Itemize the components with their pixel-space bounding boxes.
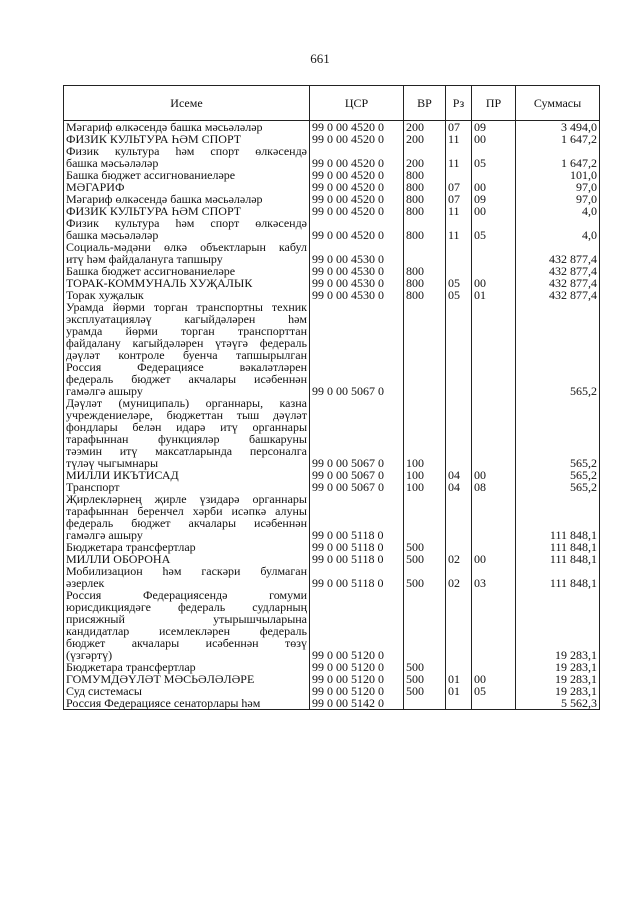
row-pr-cell: 05 xyxy=(472,145,516,169)
row-name-line: Бюджетара трансфертлар xyxy=(66,540,196,554)
row-csr-cell: 99 0 00 4520 0 xyxy=(310,181,404,193)
row-sum-cell: 565,2 xyxy=(516,481,600,493)
row-rz-cell: 04 xyxy=(446,469,472,481)
row-pr-cell: 00 xyxy=(472,133,516,145)
row-rz-cell: 02 xyxy=(446,553,472,565)
table-body xyxy=(64,121,600,710)
row-csr-cell: 99 0 00 5120 0 xyxy=(310,685,404,697)
row-vr-cell: 800 xyxy=(404,169,446,181)
row-pr-cell: 00 xyxy=(472,181,516,193)
row-name-cell xyxy=(64,241,310,265)
row-name-cell xyxy=(64,301,310,397)
row-name-line: присяжный утырышчыларына xyxy=(66,612,307,626)
row-name-line: бюджет акчалары исәбеннән төзү xyxy=(66,636,307,650)
row-sum-cell: 565,2 xyxy=(516,397,600,469)
row-csr-cell: 99 0 00 5120 0 xyxy=(310,661,404,673)
row-csr-cell: 99 0 00 5120 0 xyxy=(310,673,404,685)
row-vr-cell: 800 xyxy=(404,193,446,205)
row-name-line: юрисдикциядәге федераль судларның xyxy=(66,600,307,614)
budget-table xyxy=(63,85,600,710)
header-row xyxy=(64,86,600,121)
table-row xyxy=(64,697,600,710)
row-name-line: Дәүләт (муниципаль) органнары, казна xyxy=(66,396,307,410)
row-name-line: Россия Федерациясе вәкаләтләрен xyxy=(66,360,307,374)
row-csr-cell: 99 0 00 5118 0 xyxy=(310,565,404,589)
row-name-line: Россия Федерациясе сенаторлары һәм xyxy=(66,696,261,710)
row-sum-cell: 4,0 xyxy=(516,205,600,217)
row-pr-cell: 03 xyxy=(472,565,516,589)
row-sum-cell: 1 647,2 xyxy=(516,133,600,145)
row-name-line: тәэмин итү максатларында персоналга xyxy=(66,444,307,458)
row-name-line: (үзгәртү) xyxy=(66,648,113,662)
row-sum-cell: 565,2 xyxy=(516,301,600,397)
table-row xyxy=(64,397,600,469)
row-name-line: әзерлек xyxy=(66,576,105,590)
row-name-cell xyxy=(64,493,310,541)
row-sum-cell: 111 848,1 xyxy=(516,553,600,565)
row-rz-cell: 04 xyxy=(446,481,472,493)
row-rz-cell: 01 xyxy=(446,673,472,685)
row-name-line: Транспорт xyxy=(66,480,120,494)
row-name-line: Мобилизацион һәм гаскәри булмаган xyxy=(66,564,307,578)
row-sum-cell: 19 283,1 xyxy=(516,661,600,673)
row-name-line: Җирлекләрнең җирле үзидарә органнары xyxy=(66,492,307,506)
row-vr-cell xyxy=(404,697,446,710)
row-csr-cell: 99 0 00 4520 0 xyxy=(310,145,404,169)
row-rz-cell xyxy=(446,493,472,541)
row-rz-cell xyxy=(446,589,472,661)
row-name-line: Бюджетара трансфертлар xyxy=(66,660,196,674)
row-name-line: фондлары белән идарә итү органнары xyxy=(66,420,307,434)
row-csr-cell: 99 0 00 4520 0 xyxy=(310,133,404,145)
row-pr-cell: 00 xyxy=(472,553,516,565)
row-sum-cell: 4,0 xyxy=(516,217,600,241)
row-csr-cell: 99 0 00 5118 0 xyxy=(310,541,404,553)
row-rz-cell: 05 xyxy=(446,289,472,301)
row-sum-cell: 101,0 xyxy=(516,169,600,181)
row-name-line: Физик культура һәм спорт өлкәсендә xyxy=(66,216,307,230)
row-vr-cell xyxy=(404,493,446,541)
row-vr-cell xyxy=(404,241,446,265)
row-rz-cell: 07 xyxy=(446,121,472,134)
row-sum-cell: 432 877,4 xyxy=(516,265,600,277)
table-row xyxy=(64,217,600,241)
row-sum-cell: 19 283,1 xyxy=(516,685,600,697)
row-name-line: файдалану кагыйдәләрен үтәүгә федераль xyxy=(66,336,307,350)
row-name-line: дәүләт контроле буенча тапшырылган xyxy=(66,348,307,362)
row-csr-cell: 99 0 00 5142 0 xyxy=(310,697,404,710)
row-pr-cell xyxy=(472,697,516,710)
row-name-line: учреждениеләре, бюджеттан тыш дәүләт xyxy=(66,408,307,422)
row-csr-cell: 99 0 00 5067 0 xyxy=(310,397,404,469)
row-name-line: итү һәм файдалануга тапшыру xyxy=(66,252,223,266)
row-sum-cell: 97,0 xyxy=(516,181,600,193)
row-name-cell xyxy=(64,145,310,169)
row-pr-cell: 09 xyxy=(472,121,516,134)
row-rz-cell: 11 xyxy=(446,217,472,241)
row-vr-cell: 800 xyxy=(404,205,446,217)
row-name-line: Суд системасы xyxy=(66,684,142,698)
row-vr-cell: 500 xyxy=(404,685,446,697)
row-pr-cell: 00 xyxy=(472,469,516,481)
row-name-line: Мәгариф өлкәсендә башка мәсьәләләр xyxy=(66,192,263,206)
row-sum-cell: 3 494,0 xyxy=(516,121,600,134)
row-name-line: урамда йөрми торган транспорттан xyxy=(66,324,307,338)
row-rz-cell xyxy=(446,397,472,469)
row-name-line: ФИЗИК КУЛЬТУРА ҺӘМ СПОРТ xyxy=(66,132,242,146)
row-rz-cell: 11 xyxy=(446,145,472,169)
table-row xyxy=(64,145,600,169)
row-vr-cell: 200 xyxy=(404,145,446,169)
row-name-line: башка мәсьәләләр xyxy=(66,228,159,242)
table-row xyxy=(64,241,600,265)
row-pr-cell: 01 xyxy=(472,289,516,301)
row-vr-cell: 500 xyxy=(404,541,446,553)
row-csr-cell: 99 0 00 5118 0 xyxy=(310,553,404,565)
table-header xyxy=(64,86,600,121)
row-name-line: МИЛЛИ ОБОРОНА xyxy=(66,552,171,566)
row-name-line: Башка бюджет ассигнованиеләре xyxy=(66,264,236,278)
row-sum-cell: 5 562,3 xyxy=(516,697,600,710)
row-pr-cell xyxy=(472,397,516,469)
row-pr-cell: 05 xyxy=(472,217,516,241)
row-name-line: тарафыннан функцияләр башкаруны xyxy=(66,432,307,446)
row-vr-cell xyxy=(404,301,446,397)
table-row xyxy=(64,493,600,541)
row-vr-cell xyxy=(404,589,446,661)
row-sum-cell: 1 647,2 xyxy=(516,145,600,169)
row-rz-cell: 01 xyxy=(446,685,472,697)
row-csr-cell: 99 0 00 5120 0 xyxy=(310,589,404,661)
row-name-line: эксплуатацияләү кагыйдәләрен һәм xyxy=(66,312,307,326)
row-vr-cell: 500 xyxy=(404,661,446,673)
row-rz-cell: 02 xyxy=(446,565,472,589)
row-rz-cell: 07 xyxy=(446,181,472,193)
row-csr-cell: 99 0 00 4530 0 xyxy=(310,265,404,277)
row-vr-cell: 200 xyxy=(404,133,446,145)
row-rz-cell xyxy=(446,241,472,265)
row-name-line: Башка бюджет ассигнованиеләре xyxy=(66,168,236,182)
row-pr-cell: 08 xyxy=(472,481,516,493)
row-csr-cell: 99 0 00 4520 0 xyxy=(310,169,404,181)
row-rz-cell: 05 xyxy=(446,277,472,289)
row-sum-cell: 432 877,4 xyxy=(516,277,600,289)
row-vr-cell: 200 xyxy=(404,121,446,134)
row-name-line: Социаль-мәдәни өлкә объектларын кабул xyxy=(66,240,307,254)
row-vr-cell: 500 xyxy=(404,565,446,589)
row-rz-cell xyxy=(446,697,472,710)
row-vr-cell: 100 xyxy=(404,469,446,481)
row-name-line: Мәгариф өлкәсендә башка мәсьәләләр xyxy=(66,120,263,134)
row-name-line: гамәлгә ашыру xyxy=(66,528,143,542)
row-csr-cell: 99 0 00 4530 0 xyxy=(310,289,404,301)
row-pr-cell: 00 xyxy=(472,277,516,289)
row-pr-cell: 00 xyxy=(472,673,516,685)
row-pr-cell: 00 xyxy=(472,205,516,217)
row-vr-cell: 800 xyxy=(404,265,446,277)
row-rz-cell: 11 xyxy=(446,133,472,145)
row-name-cell xyxy=(64,217,310,241)
column-header-pr: ПР xyxy=(472,86,516,121)
row-csr-cell: 99 0 00 4530 0 xyxy=(310,241,404,265)
table-row xyxy=(64,565,600,589)
row-name-line: Торак хуҗалык xyxy=(66,288,144,302)
table-row xyxy=(64,301,600,397)
row-name-cell xyxy=(64,697,310,710)
row-rz-cell: 07 xyxy=(446,193,472,205)
row-csr-cell: 99 0 00 5067 0 xyxy=(310,469,404,481)
row-vr-cell: 500 xyxy=(404,553,446,565)
row-name-line: МӘГАРИФ xyxy=(66,180,125,194)
row-pr-cell xyxy=(472,301,516,397)
row-sum-cell: 19 283,1 xyxy=(516,589,600,661)
row-sum-cell: 565,2 xyxy=(516,469,600,481)
row-csr-cell: 99 0 00 4530 0 xyxy=(310,277,404,289)
page-number: 661 xyxy=(310,51,330,66)
row-rz-cell xyxy=(446,301,472,397)
row-name-line: гамәлгә ашыру xyxy=(66,384,143,398)
row-vr-cell: 100 xyxy=(404,481,446,493)
row-vr-cell: 800 xyxy=(404,217,446,241)
row-csr-cell: 99 0 00 5067 0 xyxy=(310,481,404,493)
row-csr-cell: 99 0 00 4520 0 xyxy=(310,217,404,241)
row-sum-cell: 432 877,4 xyxy=(516,241,600,265)
row-sum-cell: 111 848,1 xyxy=(516,493,600,541)
row-sum-cell: 111 848,1 xyxy=(516,565,600,589)
row-csr-cell: 99 0 00 5067 0 xyxy=(310,301,404,397)
row-vr-cell: 800 xyxy=(404,277,446,289)
row-sum-cell: 111 848,1 xyxy=(516,541,600,553)
row-name-line: тарафыннан беренчел хәрби исәпкә алуны xyxy=(66,504,307,518)
column-header-name: Исеме xyxy=(64,86,310,121)
column-header-vr: ВР xyxy=(404,86,446,121)
column-header-sum: Суммасы xyxy=(516,86,600,121)
row-vr-cell: 800 xyxy=(404,181,446,193)
row-name-line: ТОРАК-КОММУНАЛЬ ХУҖАЛЫК xyxy=(66,276,253,290)
row-csr-cell: 99 0 00 4520 0 xyxy=(310,205,404,217)
row-vr-cell: 800 xyxy=(404,289,446,301)
row-name-line: кандидатлар исемлекләрен федераль xyxy=(66,624,307,638)
row-name-line: МИЛЛИ ИКЪТИСАД xyxy=(66,468,179,482)
row-sum-cell: 97,0 xyxy=(516,193,600,205)
row-sum-cell: 432 877,4 xyxy=(516,289,600,301)
row-csr-cell: 99 0 00 5118 0 xyxy=(310,493,404,541)
row-name-line: федераль бюджет акчалары исәбеннән xyxy=(66,516,307,530)
row-name-line: Россия Федерациясендә гомуми xyxy=(66,588,307,602)
row-pr-cell: 09 xyxy=(472,193,516,205)
row-sum-cell: 19 283,1 xyxy=(516,673,600,685)
column-header-rz: Рз xyxy=(446,86,472,121)
row-csr-cell: 99 0 00 4520 0 xyxy=(310,193,404,205)
row-name-line: ФИЗИК КУЛЬТУРА ҺӘМ СПОРТ xyxy=(66,204,242,218)
row-vr-cell: 100 xyxy=(404,397,446,469)
row-name-line: башка мәсьәләләр xyxy=(66,156,159,170)
row-pr-cell xyxy=(472,241,516,265)
row-name-cell xyxy=(64,565,310,589)
row-name-line: Физик культура һәм спорт өлкәсендә xyxy=(66,144,307,158)
row-name-line: федераль бюджет акчалары исәбеннән xyxy=(66,372,307,386)
row-vr-cell: 500 xyxy=(404,673,446,685)
row-name-cell xyxy=(64,397,310,469)
row-name-line: Урамда йөрми торган транспортны техник xyxy=(66,300,307,314)
row-name-line: түләү чыгымнары xyxy=(66,456,159,470)
row-name-cell xyxy=(64,589,310,661)
table-row xyxy=(64,589,600,661)
row-pr-cell xyxy=(472,589,516,661)
row-pr-cell: 05 xyxy=(472,685,516,697)
column-header-csr: ЦСР xyxy=(310,86,404,121)
row-rz-cell: 11 xyxy=(446,205,472,217)
row-pr-cell xyxy=(472,493,516,541)
row-csr-cell: 99 0 00 4520 0 xyxy=(310,121,404,134)
row-name-line: ГОМУМДӘҮЛӘТ МӘСЬӘЛӘЛӘРЕ xyxy=(66,672,255,686)
